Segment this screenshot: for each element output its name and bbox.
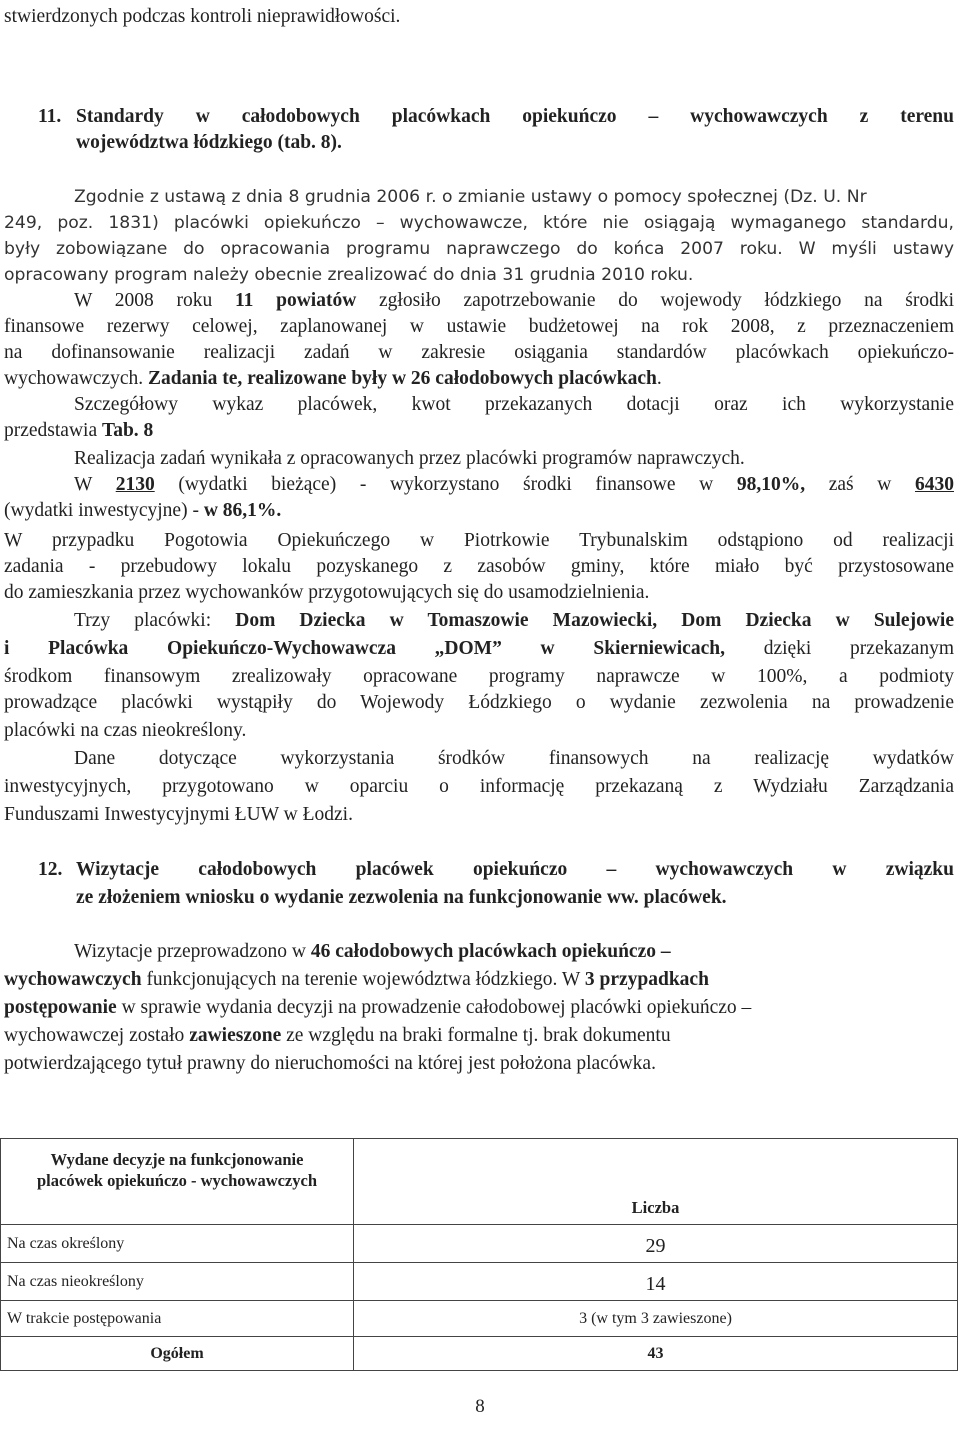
text-line: wychowawczych. Zadania te, realizowane były w 26 całodobowych placówkach.: [4, 368, 662, 389]
text-line: Wizytacje przeprowadzono w 46 całodobowych placówkach opiekuńczo –: [74, 941, 671, 962]
text-line: i Placówka Opiekuńczo-Wychowawcza „DOM” w Skierniewicach, dzięki przekazanym: [4, 638, 954, 659]
table-row: [1, 1225, 958, 1263]
section-number: 11.: [38, 106, 62, 127]
text-line: finansowe rezerwy celowej, zaplanowanej w ustawie budżetowej na rok 2008, z przeznaczeniem: [4, 316, 954, 337]
table-cell-value: 43: [354, 1337, 958, 1371]
text-line: Zgodnie z ustawą z dnia 8 grudnia 2006 r. o zmianie ustawy o pomocy społecznej (Dz. U. Nr: [74, 187, 867, 207]
table-cell-value: 14: [354, 1263, 958, 1301]
section-number: 12.: [38, 859, 63, 880]
text-line: były zobowiązane do opracowania programu naprawczego do końca 2007 roku. W myśli ustawy: [4, 239, 954, 259]
text-line: potwierdzającego tytuł prawny do nieruchomości na której jest położona placówka.: [4, 1053, 656, 1074]
text-line: środkom finansowym zrealizowały opracowane programy naprawcze w 100%, a podmioty: [4, 666, 954, 687]
text-line: wychowawczej zostało zawieszone ze względu na braki formalne tj. brak dokumentu: [4, 1025, 671, 1046]
section-heading: Wizytacje całodobowych placówek opiekuńczo – wychowawczych w związku: [76, 859, 954, 880]
table-cell-label: Na czas nieokreślony: [1, 1263, 354, 1301]
section-heading: ze złożeniem wniosku o wydanie zezwolenia na funkcjonowanie ww. placówek.: [76, 887, 727, 908]
table-cell-label: Ogółem: [1, 1337, 354, 1371]
table-cell-label: Na czas określony: [1, 1225, 354, 1263]
text-line: Funduszami Inwestycyjnymi ŁUW w Łodzi.: [4, 804, 353, 825]
section-heading: Standardy w całodobowych placówkach opiekuńczo – wychowawczych z terenu: [76, 106, 954, 127]
text-line: Realizacja zadań wynikała z opracowanych przez placówki programów naprawczych.: [74, 448, 745, 469]
text-line: W 2008 roku 11 powiatów zgłosiło zapotrzebowanie do wojewody łódzkiego na środki: [74, 290, 954, 311]
text-line: do zamieszkania przez wychowanków przygotowujących się do usamodzielnienia.: [4, 582, 650, 603]
text-line: wychowawczych funkcjonujących na terenie województwa łódzkiego. W 3 przypadkach: [4, 969, 709, 990]
text-line: Dane dotyczące wykorzystania środków finansowych na realizację wydatków: [74, 748, 954, 769]
table-row-total: [1, 1337, 958, 1371]
table-cell-value: 29: [354, 1225, 958, 1263]
text-line: Szczegółowy wykaz placówek, kwot przekazanych dotacji oraz ich wykorzystanie: [74, 394, 954, 415]
table-row: [1, 1263, 958, 1301]
text-line: zadania - przebudowy lokalu pozyskanego z zasobów gminy, które miało być przystosowane: [4, 556, 954, 577]
text-line: na dofinansowanie realizacji zadań w zakresie osiągania standardów placówkach opiekuńczo-: [4, 342, 954, 363]
page-number: 8: [475, 1396, 485, 1417]
decisions-table: [0, 1138, 958, 1371]
table-cell-label: W trakcie postępowania: [1, 1301, 354, 1337]
text-line: 249, poz. 1831) placówki opiekuńczo – wychowawcze, które nie osiągają wymaganego standardu,: [4, 213, 954, 233]
text-line: W przypadku Pogotowia Opiekuńczego w Piotrkowie Trybunalskim odstąpiono od realizacji: [4, 530, 954, 551]
section-heading: województwa łódzkiego (tab. 8).: [76, 132, 342, 153]
text-line: prowadzące placówki wystąpiły do Wojewody Łódzkiego o wydanie zezwolenia na prowadzenie: [4, 692, 954, 713]
text-line: przedstawia Tab. 8: [4, 420, 154, 441]
table-cell-value: 3 (w tym 3 zawieszone): [354, 1301, 958, 1337]
text-line: inwestycyjnych, przygotowano w oparciu o informację przekazaną z Wydziału Zarządzania: [4, 776, 954, 797]
text-line: W 2130 (wydatki bieżące) - wykorzystano środki finansowe w 98,10%, zaś w 6430: [74, 474, 954, 495]
table-row: [1, 1301, 958, 1337]
text-line: (wydatki inwestycyjne) - w 86,1%.: [4, 500, 282, 521]
table-header-cell: Wydane decyzje na funkcjonowanie placówek opiekuńczo - wychowawczych: [1, 1139, 354, 1225]
text-line: stwierdzonych podczas kontroli nieprawidłowości.: [4, 6, 401, 27]
text-line: postępowanie w sprawie wydania decyzji na prowadzenie całodobowej placówki opiekuńczo –: [4, 997, 752, 1018]
text-line: opracowany program należy obecnie zrealizować do dnia 31 grudnia 2010 roku.: [4, 265, 694, 285]
table-header-cell: Liczba: [354, 1139, 958, 1225]
text-line: placówki na czas nieokreślony.: [4, 720, 247, 741]
text-line: Trzy placówki: Dom Dziecka w Tomaszowie Mazowiecki, Dom Dziecka w Sulejowie: [74, 610, 954, 631]
